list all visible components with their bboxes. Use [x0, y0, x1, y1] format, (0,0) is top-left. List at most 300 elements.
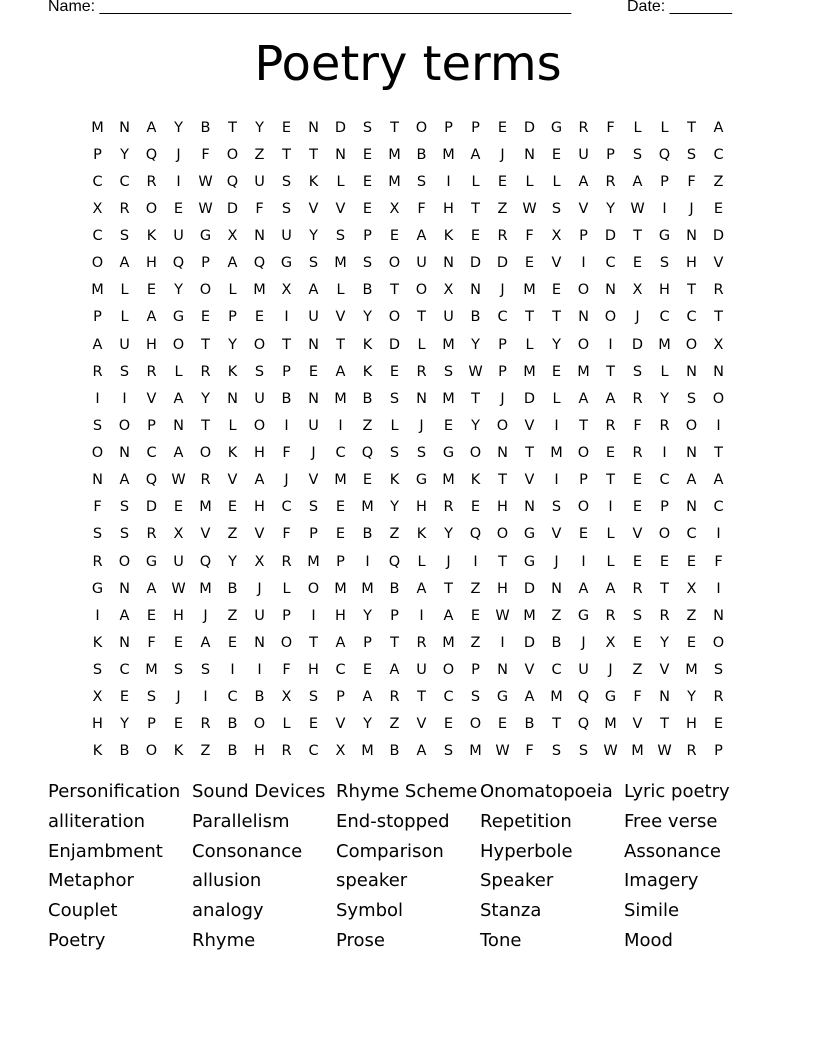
grid-letter: A	[632, 173, 643, 190]
grid-letter: D	[523, 119, 536, 136]
grid-letter: X	[281, 689, 292, 706]
grid-letter: Q	[577, 716, 590, 733]
grid-letter: D	[334, 119, 347, 136]
grid-letter: V	[524, 662, 535, 679]
grid-letter: Y	[228, 553, 237, 570]
grid-letter: E	[227, 634, 238, 651]
grid-letter: C	[605, 255, 616, 272]
grid-letter: A	[578, 173, 589, 190]
grid-letter: P	[444, 119, 453, 136]
grid-letter: N	[308, 119, 319, 136]
grid-row	[84, 358, 732, 385]
grid-letter: W	[468, 363, 483, 380]
grid-letter: Z	[470, 634, 481, 651]
grid-letter: N	[308, 390, 319, 407]
grid-letter: T	[282, 336, 291, 353]
grid-letter: F	[714, 553, 723, 570]
date-field: Date: _______	[627, 0, 732, 15]
grid-letter: A	[713, 119, 724, 136]
grid-letter: S	[470, 689, 481, 706]
grid-letter: O	[172, 336, 185, 353]
grid-letter: H	[254, 499, 265, 516]
grid-letter: M	[199, 580, 212, 597]
grid-letter: A	[92, 336, 103, 353]
grid-letter: E	[551, 363, 562, 380]
grid-letter: Y	[228, 336, 237, 353]
grid-letter: O	[469, 716, 482, 733]
grid-letter: F	[633, 689, 642, 706]
grid-letter: B	[362, 390, 373, 407]
grid-letter: M	[334, 255, 347, 272]
grid-letter: V	[659, 662, 670, 679]
grid-letter: P	[282, 607, 291, 624]
grid-letter: O	[118, 417, 131, 434]
grid-letter: P	[606, 146, 615, 163]
word-bank-item: Assonance	[624, 840, 721, 862]
grid-letter: X	[686, 580, 697, 597]
grid-letter: M	[469, 743, 482, 760]
grid-letter: S	[308, 255, 319, 272]
grid-letter: V	[416, 716, 427, 733]
grid-letter: C	[686, 309, 697, 326]
grid-letter: Y	[390, 499, 399, 516]
grid-letter: U	[416, 255, 427, 272]
grid-letter: Z	[713, 173, 724, 190]
grid-letter: A	[524, 689, 535, 706]
grid-letter: O	[712, 634, 725, 651]
grid-row	[84, 304, 732, 331]
grid-letter: Z	[389, 526, 400, 543]
grid-letter: B	[227, 743, 238, 760]
grid-letter: P	[201, 255, 210, 272]
grid-letter: Z	[686, 607, 697, 624]
grid-letter: X	[254, 553, 265, 570]
grid-letter: O	[415, 119, 428, 136]
grid-letter: X	[92, 689, 103, 706]
grid-letter: N	[119, 634, 130, 651]
grid-letter: E	[227, 499, 238, 516]
grid-letter: O	[577, 282, 590, 299]
grid-letter: N	[173, 417, 184, 434]
grid-letter: U	[308, 309, 319, 326]
grid-letter: Y	[471, 336, 480, 353]
grid-letter: T	[471, 390, 480, 407]
grid-letter: V	[713, 255, 724, 272]
word-bank-item: allusion	[192, 870, 262, 892]
grid-letter: I	[284, 417, 289, 434]
grid-letter: I	[581, 255, 586, 272]
grid-letter: A	[578, 390, 589, 407]
grid-letter: E	[605, 445, 616, 462]
grid-letter: L	[633, 119, 642, 136]
grid-letter: C	[686, 526, 697, 543]
grid-letter: J	[500, 282, 505, 299]
grid-letter: L	[525, 336, 534, 353]
grid-letter: R	[605, 173, 616, 190]
grid-letter: W	[495, 607, 510, 624]
grid-letter: T	[687, 282, 696, 299]
grid-letter: R	[146, 173, 157, 190]
grid-letter: C	[335, 662, 346, 679]
grid-letter: P	[228, 309, 237, 326]
grid-row	[84, 250, 732, 277]
grid-letter: V	[524, 417, 535, 434]
grid-letter: R	[713, 282, 724, 299]
grid-letter: F	[147, 634, 156, 651]
grid-letter: Q	[226, 173, 239, 190]
grid-row	[84, 114, 732, 141]
grid-letter: N	[335, 146, 346, 163]
word-bank-item: Tone	[480, 929, 522, 951]
grid-letter: C	[551, 662, 562, 679]
grid-letter: H	[308, 662, 319, 679]
grid-letter: C	[227, 689, 238, 706]
grid-letter: A	[389, 662, 400, 679]
grid-letter: S	[443, 743, 454, 760]
grid-letter: Y	[120, 146, 129, 163]
grid-row	[84, 141, 732, 168]
grid-letter: H	[686, 255, 697, 272]
grid-letter: N	[524, 499, 535, 516]
grid-letter: N	[713, 607, 724, 624]
grid-letter: D	[145, 499, 158, 516]
grid-letter: E	[200, 309, 211, 326]
grid-letter: B	[119, 743, 130, 760]
grid-letter: S	[551, 499, 562, 516]
grid-letter: Y	[174, 119, 183, 136]
grid-letter: O	[388, 309, 401, 326]
grid-letter: P	[579, 228, 588, 245]
grid-letter: S	[92, 526, 103, 543]
grid-letter: V	[632, 716, 643, 733]
grid-letter: Z	[551, 607, 562, 624]
grid-letter: G	[523, 553, 536, 570]
grid-letter: S	[632, 146, 643, 163]
grid-letter: S	[119, 228, 130, 245]
grid-letter: T	[390, 282, 399, 299]
grid-row	[84, 521, 732, 548]
grid-letter: X	[173, 526, 184, 543]
grid-letter: R	[659, 607, 670, 624]
grid-letter: Y	[552, 336, 561, 353]
grid-letter: I	[203, 689, 208, 706]
grid-letter: R	[605, 417, 616, 434]
grid-letter: E	[443, 417, 454, 434]
grid-letter: R	[416, 363, 427, 380]
grid-row	[84, 385, 732, 412]
grid-letter: B	[389, 580, 400, 597]
grid-letter: F	[417, 200, 426, 217]
grid-letter: S	[632, 363, 643, 380]
word-bank-item: Simile	[624, 900, 680, 922]
grid-letter: L	[336, 173, 345, 190]
grid-letter: I	[581, 553, 586, 570]
grid-letter: E	[335, 526, 346, 543]
grid-letter: C	[119, 662, 130, 679]
grid-letter: G	[442, 445, 455, 462]
grid-letter: S	[389, 390, 400, 407]
grid-letter: V	[254, 526, 265, 543]
grid-letter: W	[198, 200, 213, 217]
word-bank-item: Sound Devices	[192, 781, 326, 802]
grid-letter: K	[146, 228, 157, 245]
grid-letter: Y	[444, 526, 453, 543]
grid-letter: D	[388, 336, 401, 353]
grid-letter: D	[631, 336, 644, 353]
grid-letter: R	[200, 363, 211, 380]
grid-letter: Q	[361, 445, 374, 462]
grid-letter: O	[577, 445, 590, 462]
grid-letter: Y	[120, 716, 129, 733]
grid-letter: I	[95, 607, 100, 624]
grid-letter: N	[524, 146, 535, 163]
grid-letter: K	[92, 634, 103, 651]
grid-letter: O	[253, 417, 266, 434]
grid-row	[84, 711, 732, 738]
grid-letter: A	[416, 228, 427, 245]
grid-letter: E	[254, 309, 265, 326]
grid-letter: Y	[660, 390, 669, 407]
word-bank-item: Speaker	[480, 870, 554, 892]
grid-letter: O	[604, 309, 617, 326]
grid-letter: E	[497, 716, 508, 733]
grid-row	[84, 657, 732, 684]
grid-letter: G	[91, 580, 104, 597]
word-bank-item: Enjambment	[48, 840, 163, 862]
grid-letter: D	[226, 200, 239, 217]
grid-letter: N	[605, 282, 616, 299]
grid-letter: T	[228, 119, 237, 136]
page-title: Poetry terms	[254, 36, 562, 92]
grid-letter: L	[552, 390, 561, 407]
grid-letter: S	[659, 255, 670, 272]
grid-row	[84, 629, 732, 656]
grid-letter: Z	[227, 526, 238, 543]
grid-row	[84, 467, 732, 494]
grid-letter: E	[551, 146, 562, 163]
grid-letter: R	[92, 553, 103, 570]
grid-letter: Y	[606, 200, 615, 217]
grid-letter: S	[362, 119, 373, 136]
grid-letter: E	[362, 472, 373, 489]
grid-letter: V	[308, 472, 319, 489]
grid-letter: S	[173, 662, 184, 679]
grid-letter: V	[551, 526, 562, 543]
grid-letter: L	[417, 336, 426, 353]
grid-letter: I	[176, 173, 181, 190]
grid-letter: E	[308, 363, 319, 380]
grid-letter: E	[119, 689, 130, 706]
grid-letter: Z	[200, 743, 211, 760]
grid-letter: S	[92, 417, 103, 434]
grid-letter: S	[281, 200, 292, 217]
grid-letter: S	[92, 662, 103, 679]
grid-letter: I	[338, 417, 343, 434]
grid-letter: E	[659, 553, 670, 570]
grid-letter: C	[335, 445, 346, 462]
grid-letter: K	[173, 743, 184, 760]
grid-letter: P	[93, 146, 102, 163]
grid-letter: E	[713, 200, 724, 217]
grid-letter: I	[608, 499, 613, 516]
grid-letter: O	[442, 662, 455, 679]
grid-letter: F	[201, 146, 210, 163]
grid-letter: R	[605, 607, 616, 624]
grid-letter: M	[199, 499, 212, 516]
grid-row	[84, 548, 732, 575]
grid-letter: Y	[201, 390, 210, 407]
grid-letter: A	[146, 119, 157, 136]
grid-letter: C	[659, 309, 670, 326]
grid-letter: L	[660, 363, 669, 380]
word-bank-item: alliteration	[48, 810, 146, 832]
grid-letter: X	[281, 282, 292, 299]
grid-letter: H	[146, 255, 157, 272]
grid-letter: Z	[497, 200, 508, 217]
grid-letter: F	[687, 173, 696, 190]
grid-letter: S	[713, 662, 724, 679]
grid-letter: D	[523, 580, 536, 597]
word-bank-item: Free verse	[624, 810, 718, 832]
grid-letter: Q	[469, 526, 482, 543]
grid-letter: V	[335, 309, 346, 326]
grid-letter: W	[495, 743, 510, 760]
grid-letter: M	[442, 336, 455, 353]
grid-letter: R	[659, 417, 670, 434]
grid-letter: T	[525, 445, 534, 462]
grid-letter: G	[577, 607, 590, 624]
grid-letter: H	[686, 716, 697, 733]
grid-letter: I	[311, 607, 316, 624]
grid-letter: X	[335, 743, 346, 760]
grid-letter: O	[280, 634, 293, 651]
grid-letter: M	[388, 146, 401, 163]
grid-letter: Y	[687, 689, 696, 706]
grid-letter: E	[389, 228, 400, 245]
grid-letter: M	[361, 499, 374, 516]
grid-letter: J	[635, 309, 640, 326]
grid-letter: K	[389, 472, 400, 489]
grid-letter: N	[119, 580, 130, 597]
grid-letter: O	[685, 417, 698, 434]
grid-letter: P	[309, 526, 318, 543]
grid-letter: E	[362, 146, 373, 163]
grid-letter: N	[497, 662, 508, 679]
grid-letter: U	[578, 146, 589, 163]
grid-letter: A	[146, 309, 157, 326]
grid-letter: L	[174, 363, 183, 380]
grid-letter: A	[578, 580, 589, 597]
grid-letter: P	[282, 363, 291, 380]
grid-letter: J	[581, 634, 586, 651]
grid-letter: V	[335, 200, 346, 217]
grid-letter: D	[712, 228, 725, 245]
grid-letter: Q	[172, 255, 185, 272]
grid-letter: V	[146, 390, 157, 407]
grid-letter: I	[716, 417, 721, 434]
grid-letter: M	[550, 689, 563, 706]
grid-letter: M	[361, 580, 374, 597]
grid-letter: K	[227, 363, 238, 380]
grid-letter: P	[390, 607, 399, 624]
grid-letter: A	[119, 607, 130, 624]
grid-letter: P	[660, 499, 669, 516]
grid-letter: E	[146, 607, 157, 624]
word-bank-item: Stanza	[480, 900, 542, 922]
grid-letter: K	[470, 472, 481, 489]
grid-letter: E	[362, 200, 373, 217]
grid-letter: C	[146, 445, 157, 462]
grid-letter: P	[363, 228, 372, 245]
grid-letter: D	[469, 255, 482, 272]
grid-letter: S	[200, 662, 211, 679]
word-bank-item: Parallelism	[192, 810, 290, 832]
grid-letter: F	[282, 526, 291, 543]
grid-letter: T	[714, 309, 723, 326]
grid-letter: O	[199, 445, 212, 462]
grid-letter: G	[172, 309, 185, 326]
grid-letter: G	[145, 553, 158, 570]
grid-letter: J	[500, 390, 505, 407]
grid-letter: S	[578, 743, 589, 760]
grid-letter: X	[713, 336, 724, 353]
grid-letter: G	[658, 228, 671, 245]
grid-letter: H	[659, 282, 670, 299]
grid-letter: F	[606, 119, 615, 136]
grid-letter: E	[146, 282, 157, 299]
grid-letter: O	[199, 282, 212, 299]
grid-letter: R	[632, 580, 643, 597]
grid-letter: I	[230, 662, 235, 679]
grid-letter: E	[443, 716, 454, 733]
grid-letter: C	[308, 743, 319, 760]
grid-letter: E	[686, 634, 697, 651]
grid-letter: M	[334, 390, 347, 407]
grid-letter: S	[308, 499, 319, 516]
grid-letter: P	[471, 662, 480, 679]
grid-letter: K	[416, 526, 427, 543]
grid-letter: A	[362, 689, 373, 706]
grid-letter: G	[199, 228, 212, 245]
grid-letter: M	[361, 743, 374, 760]
word-bank-item: Poetry	[48, 929, 106, 951]
grid-row	[84, 223, 732, 250]
grid-letter: Y	[363, 607, 372, 624]
grid-letter: L	[417, 553, 426, 570]
grid-letter: M	[550, 445, 563, 462]
grid-letter: S	[551, 200, 562, 217]
grid-letter: S	[335, 228, 346, 245]
grid-letter: L	[471, 173, 480, 190]
grid-row	[84, 575, 732, 602]
grid-letter: E	[632, 472, 643, 489]
grid-letter: L	[120, 309, 129, 326]
word-bank-item: Prose	[336, 929, 386, 951]
grid-letter: B	[254, 689, 265, 706]
grid-letter: E	[173, 634, 184, 651]
grid-letter: C	[281, 499, 292, 516]
word-bank-item: Rhyme	[192, 929, 256, 951]
grid-letter: R	[443, 499, 454, 516]
grid-letter: A	[713, 472, 724, 489]
grid-letter: E	[713, 716, 724, 733]
grid-letter: A	[335, 363, 346, 380]
grid-letter: D	[523, 390, 536, 407]
grid-letter: H	[254, 445, 265, 462]
grid-letter: O	[469, 445, 482, 462]
grid-letter: M	[442, 146, 455, 163]
grid-letter: W	[630, 200, 645, 217]
